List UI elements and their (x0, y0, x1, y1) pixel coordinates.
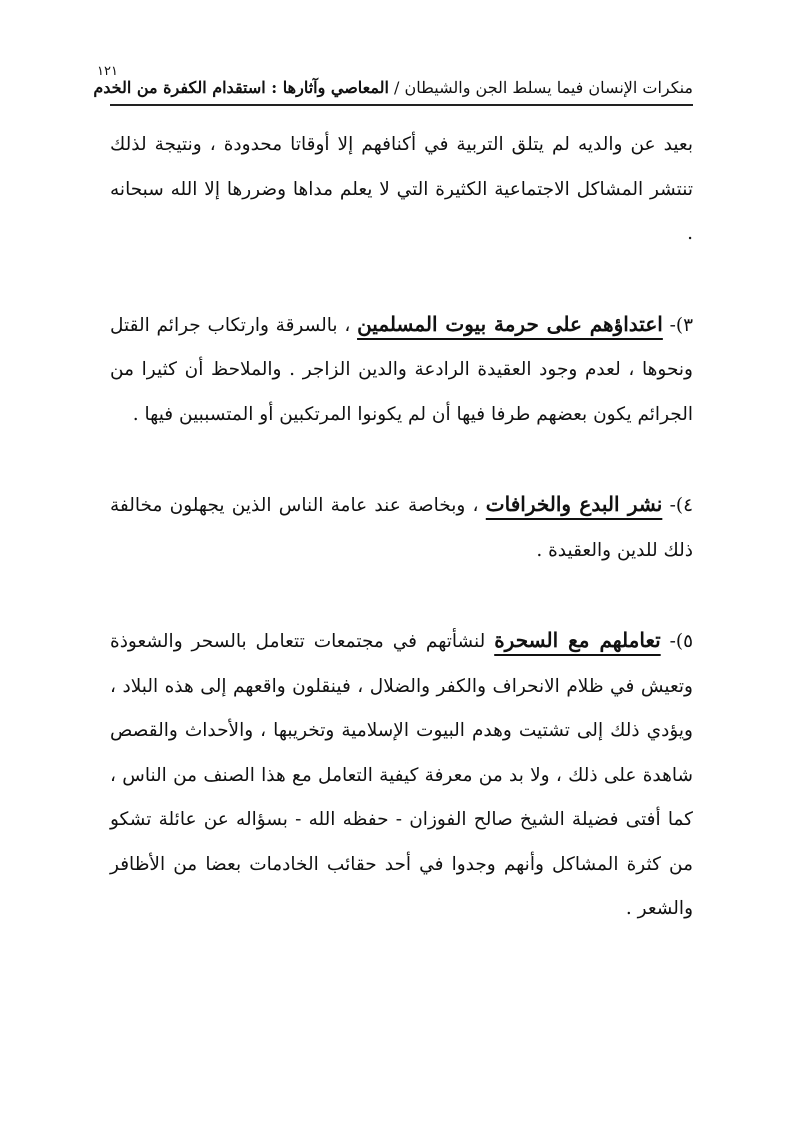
running-header (93, 76, 693, 100)
item-heading: اعتداؤهم على حرمة بيوت المسلمين (357, 311, 663, 336)
item-number: ٤)- (662, 495, 693, 516)
paragraph-continuation: بعيد عن والديه لم يتلق التربية في أكنافهم إلا أوقاتا محدودة ، ونتيجة لذلك تنتشر المشاكل الاجتماعية الكثيرة التي لا يعلم مداها وضررها إلا الله سبحانه . (110, 134, 693, 244)
item-number: ٣)- (662, 314, 694, 336)
list-item-4 (110, 482, 693, 573)
page-number: ١٢١ (97, 64, 118, 79)
item-heading: نشر البدع والخرافات (485, 492, 663, 516)
item-text: ، بالسرقة وارتكاب جرائم القتل ونحوها ، لعدم وجود العقيدة الرادعة والدين الزاجر . والملاحظ أن كثيرا من الجرائم يكون بعضهم طرفا فيها أن لم يكونوا المرتكبين أو المتسببين فيها . (110, 314, 693, 425)
list-item-3 (110, 302, 693, 438)
item-heading: تعاملهم مع السحرة (494, 628, 661, 652)
item-number: ٥)- (660, 631, 694, 652)
item-text: ، وبخاصة عند عامة الناس الذين يجهلون مخالفة ذلك للدين والعقيدة . (110, 495, 693, 561)
page-body (110, 123, 693, 932)
item-text: لنشأتهم في مجتمعات تتعامل بالسحر والشعوذة وتعيش في ظلام الانحراف والكفر والضلال ، فينقلون واقعهم إلى هذه البلاد ، ويؤدي ذلك إلى تشتيت وهدم البيوت الإسلامية وتخريبها ، والأحداث والقصص شاهدة على ذلك ، ولا بد من معرفة كيفية التعامل مع هذا الصنف من الناس ، كما أفتى فضيلة الشيخ صالح الفوزان - حفظه الله - بسؤاله عن عائلة تشكو من كثرة المشاكل وأنهم وجدوا في أحد حقائب الخادمات بعضا من الأظافر والشعر . (110, 631, 693, 919)
list-item-5 (110, 618, 693, 932)
running-header-book-title: منكرات الإنسان فيما يسلط الجن والشيطان / (388, 78, 693, 97)
running-header-chapter-title: المعاصي وآثارها : استقدام الكفرة من الخدم (93, 78, 389, 97)
header-divider (110, 104, 693, 106)
